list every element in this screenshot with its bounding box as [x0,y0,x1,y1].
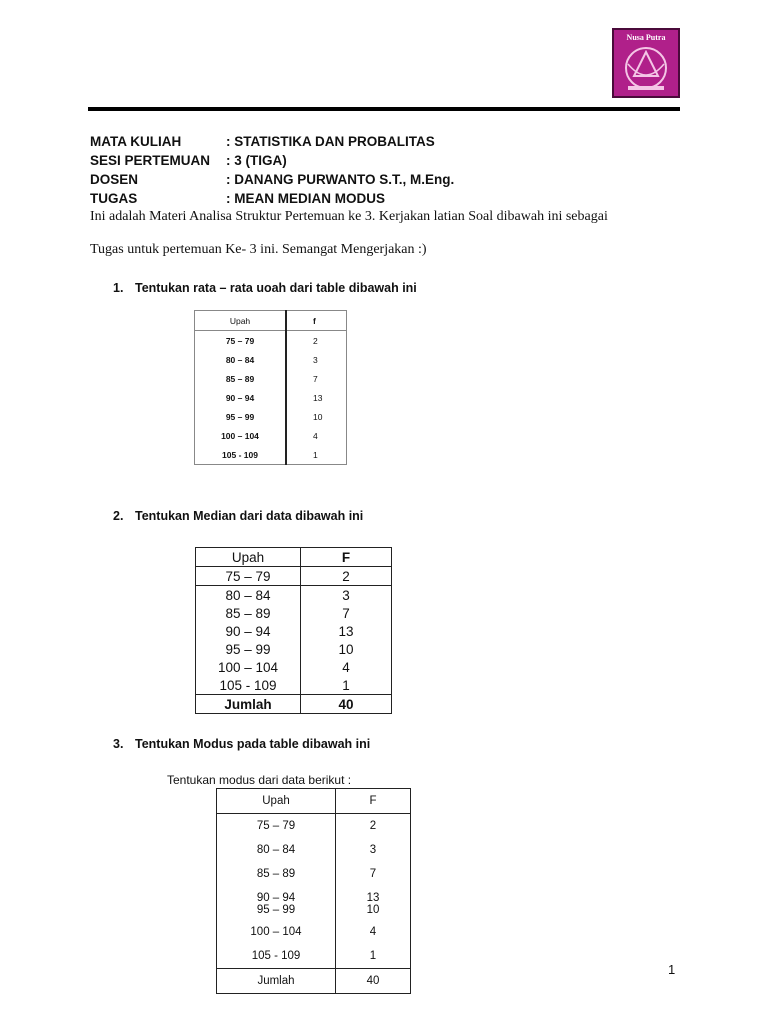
class-cell: 100 – 104 [217,920,336,944]
header-cell: f [286,311,346,331]
wage-table-median [195,547,392,714]
class-cell: 75 – 79 [196,567,301,586]
table-row [195,369,347,388]
table-row [195,426,347,445]
table-row [195,445,347,465]
class-cell: 100 – 104 [195,426,287,445]
freq-cell: 7 [301,604,392,622]
class-cell: 100 – 104 [196,658,301,676]
table-row [217,886,411,904]
freq-cell: 4 [301,658,392,676]
table-row [195,388,347,407]
table-row [196,622,392,640]
header-cell: F [336,789,411,814]
course-meta [90,132,454,208]
wage-table-mean [194,310,347,465]
freq-cell: 2 [301,567,392,586]
total-value: 40 [336,969,411,994]
table-total-row [196,695,392,714]
question-2 [113,509,363,523]
class-cell: 90 – 94 [217,886,336,904]
table-row [217,862,411,886]
freq-cell: 1 [336,944,411,969]
class-cell: 80 – 84 [217,838,336,862]
question-text: Tentukan Modus pada table dibawah ini [135,737,371,751]
page-number: 1 [668,962,676,977]
table-header-row [217,789,411,814]
question-number: 1. [113,281,124,295]
header-cell: Upah [195,311,287,331]
table-row [196,586,392,605]
meta-value: : STATISTIKA DAN PROBALITAS [226,134,435,149]
class-cell: 80 – 84 [195,350,287,369]
class-cell: 85 – 89 [195,369,287,388]
question-text: Tentukan Median dari data dibawah ini [135,509,364,523]
meta-row-session [90,151,454,170]
question-number: 3. [113,737,124,751]
meta-row-course [90,132,454,151]
table-row [195,331,347,351]
question-1 [113,281,417,295]
meta-key: TUGAS [90,191,138,206]
table-row [195,407,347,426]
total-label: Jumlah [196,695,301,714]
table-row [217,920,411,944]
freq-cell: 3 [301,586,392,605]
table-row [217,814,411,839]
class-cell: 105 - 109 [196,676,301,695]
meta-key: SESI PERTEMUAN [90,153,211,168]
header-cell: Upah [217,789,336,814]
question-3 [113,737,370,751]
class-cell: 105 - 109 [217,944,336,969]
table-row [196,567,392,586]
table-row [196,604,392,622]
meta-value: : 3 (TIGA) [226,153,287,168]
intro-text [90,207,680,273]
freq-cell: 1 [301,676,392,695]
freq-cell: 10 [301,640,392,658]
class-cell: 75 – 79 [217,814,336,839]
class-cell: 80 – 84 [196,586,301,605]
meta-row-lecturer [90,170,454,189]
total-value: 40 [301,695,392,714]
class-cell: 90 – 94 [195,388,287,407]
freq-cell: 4 [286,426,346,445]
freq-cell: 10 [286,407,346,426]
header-cell: Upah [196,548,301,567]
intro-line: Tugas untuk pertemuan Ke- 3 ini. Semangat Mengerjakan :) [90,242,427,257]
wage-table-mode [216,788,411,994]
freq-cell: 13 [336,886,411,904]
freq-cell: 4 [336,920,411,944]
meta-value: : MEAN MEDIAN MODUS [226,191,385,206]
header-rule [88,107,680,111]
freq-cell: 7 [286,369,346,388]
class-cell: 95 – 99 [217,904,336,920]
meta-key: MATA KULIAH [90,134,182,149]
freq-cell: 3 [336,838,411,862]
freq-cell: 2 [286,331,346,351]
class-cell: 75 – 79 [195,331,287,351]
table-row [217,904,411,920]
meta-value: : DANANG PURWANTO S.T., M.Eng. [226,172,455,187]
table-row [196,658,392,676]
question-number: 2. [113,509,124,523]
class-cell: 105 - 109 [195,445,287,465]
table-caption: Tentukan modus dari data berikut : [167,773,352,787]
table-header-row [195,311,347,331]
crest-icon [614,30,678,96]
freq-cell: 7 [336,862,411,886]
class-cell: 90 – 94 [196,622,301,640]
logo-text: Nusa Putra [626,33,666,42]
total-label: Jumlah [217,969,336,994]
class-cell: 95 – 99 [195,407,287,426]
table-row [196,676,392,695]
class-cell: 85 – 89 [196,604,301,622]
intro-line: Ini adalah Materi Analisa Struktur Pertemuan ke 3. Kerjakan latian Soal dibawah ini sebagai [90,209,608,224]
freq-cell: 10 [336,904,411,920]
table-row [196,640,392,658]
table-row [217,838,411,862]
question-text: Tentukan rata – rata uoah dari table dibawah ini [135,281,417,295]
table-row [195,350,347,369]
freq-cell: 1 [286,445,346,465]
university-logo [612,28,680,98]
table-header-row [196,548,392,567]
freq-cell: 3 [286,350,346,369]
meta-key: DOSEN [90,172,139,187]
freq-cell: 2 [336,814,411,839]
class-cell: 85 – 89 [217,862,336,886]
header-cell: F [301,548,392,567]
meta-row-task [90,189,454,208]
table-row [217,944,411,969]
class-cell: 95 – 99 [196,640,301,658]
freq-cell: 13 [301,622,392,640]
freq-cell: 13 [286,388,346,407]
table-total-row [217,969,411,994]
